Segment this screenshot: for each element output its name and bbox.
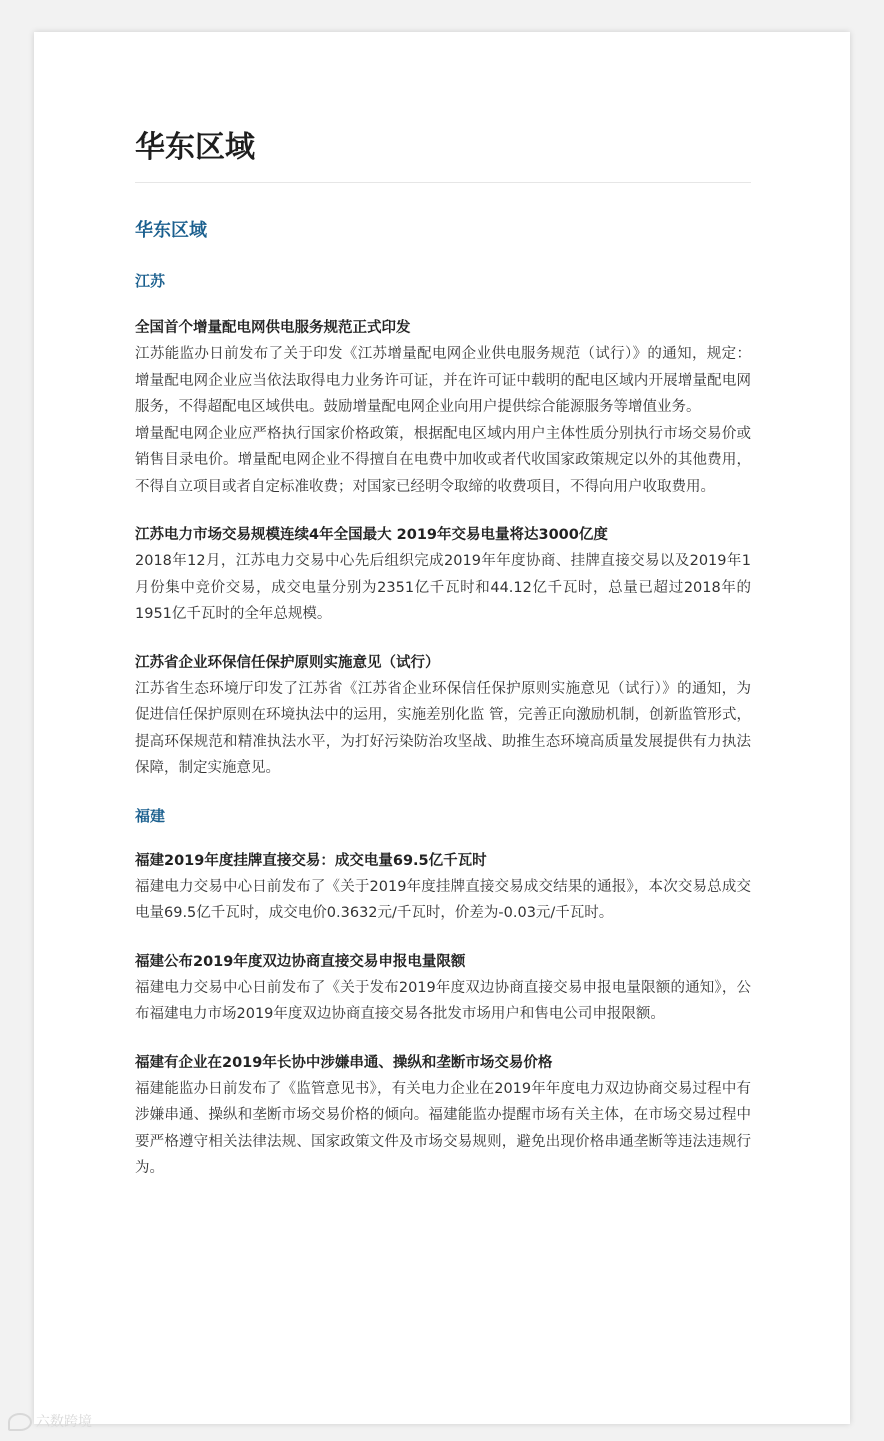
- article: [135, 522, 751, 628]
- article-title: 福建2019年度挂牌直接交易：成交电量69.5亿千瓦时: [135, 852, 487, 869]
- article-paragraph: 江苏能监办日前发布了关于印发《江苏增量配电网企业供电服务规范（试行）》的通知，规定：增量配电网企业应当依法取得电力业务许可证，并在许可证中载明的配电区域内开展增量配电网服务，不得超配电区域供电。鼓励增量配电网企业向用户提供综合能源服务等增值业务。: [135, 346, 751, 415]
- watermark-text: 六数跨境: [36, 1414, 92, 1430]
- article: [135, 650, 751, 782]
- article-title: 全国首个增量配电网供电服务规范正式印发: [135, 320, 411, 336]
- article-paragraph: 福建能监办日前发布了《监管意见书》，有关电力企业在2019年年度电力双边协商交易过程中有涉嫌串通、操纵和垄断市场交易价格的倾向。福建能监办提醒市场有关主体，在市场交易过程中要严格遵守相关法律法规、国家政策文件及市场交易规则，避免出现价格串通垄断等违法违规行为。: [135, 1080, 751, 1176]
- article-paragraph: 江苏省生态环境厅印发了江苏省《江苏省企业环保信任保护原则实施意见（试行）》的通知，为促进信任保护原则在环境执法中的运用，实施差别化监 管，完善正向激励机制，创新监管形式，提高环保规范和精准执法水平，为打好污染防治攻坚战、助推生态环境高质量发展提供有力执法保障，制定实施意见。: [135, 680, 751, 776]
- document-page: [34, 32, 850, 1424]
- watermark: [8, 1411, 92, 1433]
- article-paragraph: 2018年12月，江苏电力交易中心先后组织完成2019年年度协商、挂牌直接交易以及2019年1月份集中竞价交易，成交电量分别为2351亿千瓦时和44.12亿千瓦时，总量已超过2018年的1951亿千瓦时的全年总规模。: [135, 553, 751, 622]
- article: [135, 1050, 751, 1182]
- province-heading-fujian: 福建: [135, 806, 166, 825]
- article-title: 江苏电力市场交易规模连续4年全国最大 2019年交易电量将达3000亿度: [135, 527, 608, 543]
- page-title: 华东区域: [135, 126, 751, 183]
- article-title: 福建公布2019年度双边协商直接交易申报电量限额: [135, 953, 466, 970]
- article-paragraph: 福建电力交易中心日前发布了《关于发布2019年度双边协商直接交易申报电量限额的通知》，公布福建电力市场2019年度双边协商直接交易各批发市场用户和售电公司申报限额。: [135, 979, 751, 1022]
- article-title: 江苏省企业环保信任保护原则实施意见（试行）: [135, 654, 440, 671]
- article: [135, 315, 751, 500]
- article-paragraph: 福建电力交易中心日前发布了《关于2019年度挂牌直接交易成交结果的通报》，本次交易总成交电量69.5亿千瓦时，成交电价0.3632元/千瓦时，价差为-0.03元/千瓦时。: [135, 878, 751, 921]
- province-heading-jiangsu: 江苏: [135, 272, 166, 290]
- region-heading: 华东区域: [135, 220, 207, 241]
- article-title: 福建有企业在2019年长协中涉嫌串通、操纵和垄断市场交易价格: [135, 1054, 553, 1071]
- article-paragraph: 增量配电网企业应严格执行国家价格政策，根据配电区域内用户主体性质分别执行市场交易价或销售目录电价。增量配电网企业不得擅自在电费中加收或者代收国家政策规定以外的其他费用，不得自立项目或者自定标准收费；对国家已经明令取缔的收费项目，不得向用户收取费用。: [135, 425, 751, 495]
- article: [135, 949, 751, 1028]
- article: [135, 848, 751, 927]
- document-content: [135, 126, 751, 1182]
- watermark-logo-icon: [8, 1413, 32, 1431]
